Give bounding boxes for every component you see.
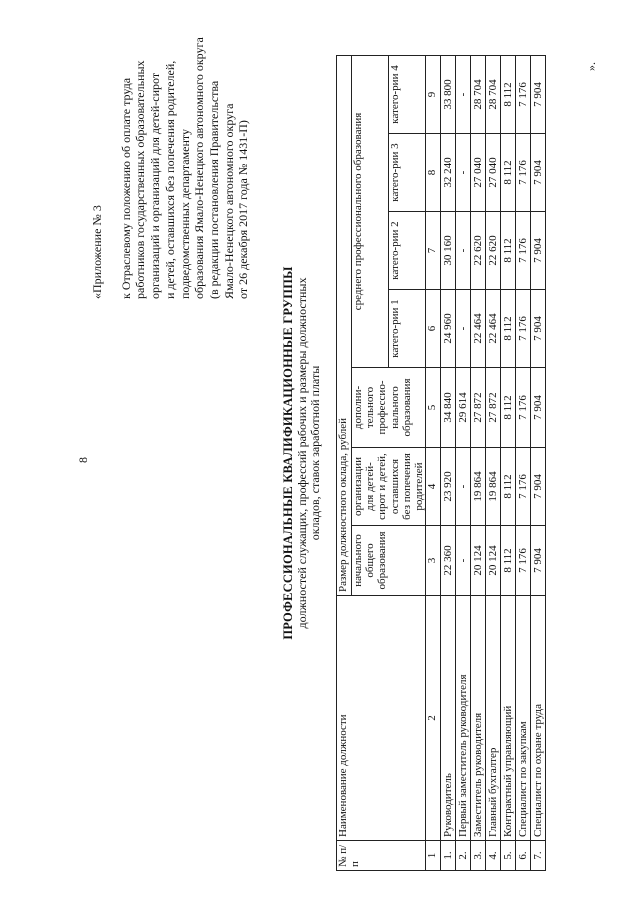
- header-category-2: катего-рии 2: [389, 212, 426, 290]
- row-number: 3.: [471, 841, 486, 871]
- salary-cell: 7 176: [516, 212, 531, 290]
- heading-subtitle-2: окладов, ставок заработной платы: [308, 365, 322, 541]
- salary-cell: 8 112: [501, 212, 516, 290]
- appendix-line: организаций и организаций для детей-сирот: [148, 72, 163, 299]
- salary-cell: 8 112: [501, 290, 516, 368]
- heading-title: ПРОФЕССИОНАЛЬНЫЕ КВАЛИФИКАЦИОННЫЕ ГРУППЫ: [281, 266, 295, 640]
- appendix-line: и детей, оставшихся без попечения родителей,: [162, 60, 177, 299]
- salary-cell: 7 176: [516, 448, 531, 526]
- page-number: 8: [76, 457, 90, 463]
- salary-cell: 7 904: [531, 212, 546, 290]
- salary-cell: 24 960: [441, 290, 456, 368]
- salary-cell: 8 112: [501, 368, 516, 448]
- column-number: 9: [426, 55, 441, 133]
- column-number: 3: [426, 526, 441, 596]
- table-row: [516, 55, 531, 870]
- salary-cell: 8 112: [501, 134, 516, 212]
- header-category-4: катего-рии 4: [389, 55, 426, 133]
- salary-cell: 34 840: [441, 368, 456, 448]
- salary-cell: 27 040: [471, 134, 486, 212]
- salary-cell: 7 904: [531, 448, 546, 526]
- header-general-education: начального общего образования: [352, 526, 426, 596]
- salary-cell: 7 904: [531, 290, 546, 368]
- position-name: Руководитель: [441, 596, 456, 841]
- salary-cell: 28 704: [486, 55, 501, 133]
- salary-cell: 19 864: [471, 448, 486, 526]
- position-name: Первый заместитель руководителя: [456, 596, 471, 841]
- appendix-line: от 26 декабря 2017 года № 1431-П): [236, 120, 251, 299]
- header-num: № п/п: [337, 841, 426, 871]
- salary-cell: 27 872: [486, 368, 501, 448]
- heading-subtitle-1: должностей служащих, профессий рабочих и размеры должностных: [294, 277, 309, 629]
- salary-cell: 8 112: [501, 526, 516, 596]
- salary-cell: 33 800: [441, 55, 456, 133]
- salary-cell: 7 176: [516, 134, 531, 212]
- row-number: 7.: [531, 841, 546, 871]
- salary-cell: 28 704: [471, 55, 486, 133]
- header-secondary-group: среднего профессионального образования: [352, 55, 389, 367]
- salary-cell: -: [456, 448, 471, 526]
- salary-cell: 32 240: [441, 134, 456, 212]
- column-number: 6: [426, 290, 441, 368]
- header-category-3: катего-рии 3: [389, 134, 426, 212]
- appendix-line: подведомственных департаменту: [177, 129, 192, 299]
- header-position: Наименование должности: [337, 596, 426, 841]
- column-number: 8: [426, 134, 441, 212]
- row-number: 1.: [441, 841, 456, 871]
- salary-cell: 22 620: [471, 212, 486, 290]
- salary-cell: -: [456, 212, 471, 290]
- salary-cell: -: [456, 134, 471, 212]
- header-category-1: катего-рии 1: [389, 290, 426, 368]
- salary-cell: 7 904: [531, 368, 546, 448]
- salary-cell: 22 620: [486, 212, 501, 290]
- salary-table: [336, 55, 546, 871]
- salary-cell: 7 176: [516, 55, 531, 133]
- column-number: 5: [426, 368, 441, 448]
- appendix-line: Ямало-Ненецкого автономного округа: [221, 103, 236, 299]
- row-number: 2.: [456, 841, 471, 871]
- column-number: 4: [426, 448, 441, 526]
- salary-cell: 8 112: [501, 55, 516, 133]
- position-name: Специалист по закупкам: [516, 596, 531, 841]
- salary-cell: 7 176: [516, 368, 531, 448]
- salary-cell: 27 872: [471, 368, 486, 448]
- salary-cell: 29 614: [456, 368, 471, 448]
- column-number: 2: [426, 596, 441, 841]
- salary-cell: 22 360: [441, 526, 456, 596]
- column-number: 1: [426, 841, 441, 871]
- table-row: [501, 55, 516, 870]
- salary-cell: 27 040: [486, 134, 501, 212]
- position-name: Специалист по охране труда: [531, 596, 546, 841]
- position-name: Главный бухгалтер: [486, 596, 501, 841]
- rotated-page: [14, 13, 626, 893]
- document-heading: [282, 153, 323, 753]
- appendix-line: к Отраслевому положению об оплате труда: [118, 77, 133, 299]
- appendix-line: работников государственных образовательных: [133, 60, 148, 299]
- salary-cell: 30 160: [441, 212, 456, 290]
- salary-cell: 22 464: [471, 290, 486, 368]
- header-additional-education: дополни-тельного профессио-нального образования: [352, 368, 426, 448]
- salary-cell: 20 124: [471, 526, 486, 596]
- row-number: 5.: [501, 841, 516, 871]
- salary-cell: 7 904: [531, 134, 546, 212]
- salary-cell: 7 904: [531, 526, 546, 596]
- appendix-line: (в редакции постановления Правительства: [206, 80, 221, 299]
- salary-cell: 7 176: [516, 290, 531, 368]
- row-number: 4.: [486, 841, 501, 871]
- salary-cell: 19 864: [486, 448, 501, 526]
- position-name: Контрактный управляющий: [501, 596, 516, 841]
- header-orphan-organization: организации для детей-сирот и детей, оставшихся без попечения родителей: [352, 448, 426, 526]
- table-row: [456, 55, 471, 870]
- table-row: [471, 55, 486, 870]
- table-row: [531, 55, 546, 870]
- closing-quote: ».: [584, 62, 598, 71]
- appendix-block: [90, 29, 251, 299]
- salary-cell: 23 920: [441, 448, 456, 526]
- column-number: 7: [426, 212, 441, 290]
- salary-cell: 7 904: [531, 55, 546, 133]
- row-number: 6.: [516, 841, 531, 871]
- salary-cell: 20 124: [486, 526, 501, 596]
- header-salary-group: Размер должностного оклада, рублей: [337, 55, 352, 595]
- salary-cell: 22 464: [486, 290, 501, 368]
- salary-cell: 8 112: [501, 448, 516, 526]
- salary-cell: -: [456, 290, 471, 368]
- position-name: Заместитель руководителя: [471, 596, 486, 841]
- salary-cell: 7 176: [516, 526, 531, 596]
- appendix-title: «Приложение № 3: [90, 205, 104, 299]
- table-row: [486, 55, 501, 870]
- appendix-line: образования Ямало-Ненецкого автономного округа: [192, 37, 207, 299]
- table-row: [441, 55, 456, 870]
- salary-cell: -: [456, 55, 471, 133]
- salary-cell: -: [456, 526, 471, 596]
